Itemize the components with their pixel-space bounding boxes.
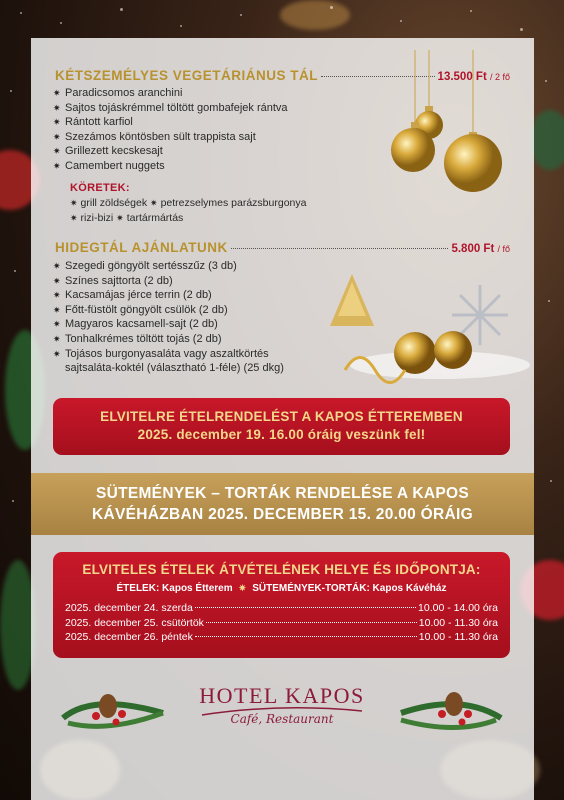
snowflake-bullet-icon: ✷: [150, 198, 158, 208]
snowflake-bullet-icon: ✷: [53, 131, 61, 142]
pickup-info-box: [53, 552, 510, 658]
cold-plate-title: HIDEGTÁL AJÁNLATUNK: [55, 240, 228, 255]
snowflake-bullet-icon: ✷: [53, 88, 61, 98]
snowflake-bullet-icon: ✷: [53, 102, 61, 113]
list-item: ✷ Színes sajttorta (2 db): [53, 274, 173, 287]
pickup-title: ELVITELES ÉTELEK ÁTVÉTELÉNEK HELYE ÉS IDŐPONTJA:: [82, 562, 481, 577]
snowflake-bullet-icon: ✷: [53, 319, 61, 330]
ornaments-cluster-icon: [340, 275, 530, 390]
snowflake-bullet-icon: ✷: [70, 198, 78, 208]
cakes-order-line1: SÜTEMÉNYEK – TORTÁK RENDELÉSE A KAPOS: [95, 485, 470, 502]
star-separator-icon: ✷: [238, 583, 247, 593]
holly-pinecone-left-icon: [58, 688, 168, 743]
sides-list: ✷ grill zöldségek ✷ petrezselymes parázsburgonya ✷ rizi-bizi ✷ tartármártás: [70, 197, 307, 224]
snowflake-bullet-icon: ✷: [53, 304, 61, 315]
snowflake-bullet-icon: ✷: [53, 160, 61, 171]
list-item: ✷ Camembert nuggets: [53, 159, 165, 172]
snowflake-bullet-icon: ✷: [116, 213, 124, 223]
list-item: ✷ Magyaros kacsamell-sajt (2 db): [53, 318, 218, 331]
order-deadline-line1: ELVITELRE ÉTELRENDELÉST A KAPOS ÉTTEREMBEN: [100, 409, 463, 424]
snowflake-bullet-icon: ✷: [53, 261, 61, 271]
vegetarian-price: 13.500 Ft / 2 fő: [437, 71, 510, 83]
pickup-sweets-location: SÜTEMÉNYEK-TORTÁK: Kapos Kávéház: [252, 583, 447, 594]
list-item: ✷ Paradicsomos aranchini: [53, 87, 183, 99]
pickup-food-location: ÉTELEK: Kapos Étterem: [116, 583, 233, 594]
snowflake-bullet-icon: ✷: [53, 275, 61, 286]
list-item-continued: sajtsaláta-koktél (választható 1-féle) (25 dkg): [65, 362, 284, 375]
snowflake-bullet-icon: ✷: [53, 117, 61, 128]
snowflake-bullet-icon: ✷: [53, 348, 61, 359]
vegetarian-list: [53, 86, 288, 174]
list-item: ✷ Szezámos köntösben sült trappista sajt: [53, 130, 256, 143]
hanging-baubles-icon: [385, 50, 515, 210]
sides-title: KÖRETEK:: [70, 182, 130, 194]
pickup-locations: [53, 583, 510, 594]
list-item: ✷ Tonhalkrémes töltött tojás (2 db): [53, 332, 222, 345]
holly-pinecone-right-icon: [396, 688, 506, 743]
order-deadline-banner: [53, 398, 510, 455]
list-item: ✷ Rántott karfiol: [53, 116, 133, 129]
list-item: ✷ Sajtos tojáskrémmel töltött gombafejek rántva: [53, 101, 288, 114]
cold-plate-list: [53, 259, 284, 376]
snowflake-bullet-icon: ✷: [70, 213, 78, 223]
hotel-logo-name: HOTEL KAPOS: [199, 683, 365, 708]
schedule-row: 2025. december 26. péntek 10.00 - 11.30 óra: [65, 631, 498, 643]
order-deadline-line2: 2025. december 19. 16.00 óráig veszünk fel!: [137, 427, 426, 442]
snowflake-bullet-icon: ✷: [53, 290, 61, 301]
pickup-schedule: [65, 601, 498, 645]
schedule-row: 2025. december 24. szerda 10.00 - 14.00 óra: [65, 602, 498, 614]
cakes-order-line2: KÁVÉHÁZBAN 2025. DECEMBER 15. 20.00 ÓRÁIG: [92, 506, 473, 523]
snowflake-bullet-icon: ✷: [53, 333, 61, 344]
list-item: ✷ Grillezett kecskesajt: [53, 145, 163, 158]
schedule-row: 2025. december 25. csütörtök 10.00 - 11.30 óra: [65, 616, 498, 629]
cakes-order-banner: [31, 473, 534, 535]
vegetarian-title: KÉTSZEMÉLYES VEGETÁRIÁNUS TÁL: [55, 68, 319, 83]
snowflake-bullet-icon: ✷: [53, 146, 61, 157]
cold-plate-heading: [55, 240, 510, 255]
list-item: ✷ Főtt-füstölt göngyölt csülök (2 db): [53, 303, 228, 316]
list-item: ✷ Tojásos burgonyasaláta vagy aszaltkörtés: [53, 347, 269, 360]
cold-plate-price: 5.800 Ft / fő: [451, 243, 510, 255]
hotel-logo-tagline: Café, Restaurant: [230, 712, 334, 726]
list-item: ✷ Szegedi göngyölt sertésszűz (3 db): [53, 260, 237, 272]
list-item: ✷ Kacsamájas jérce terrin (2 db): [53, 289, 212, 302]
leader-dots: [231, 248, 449, 249]
